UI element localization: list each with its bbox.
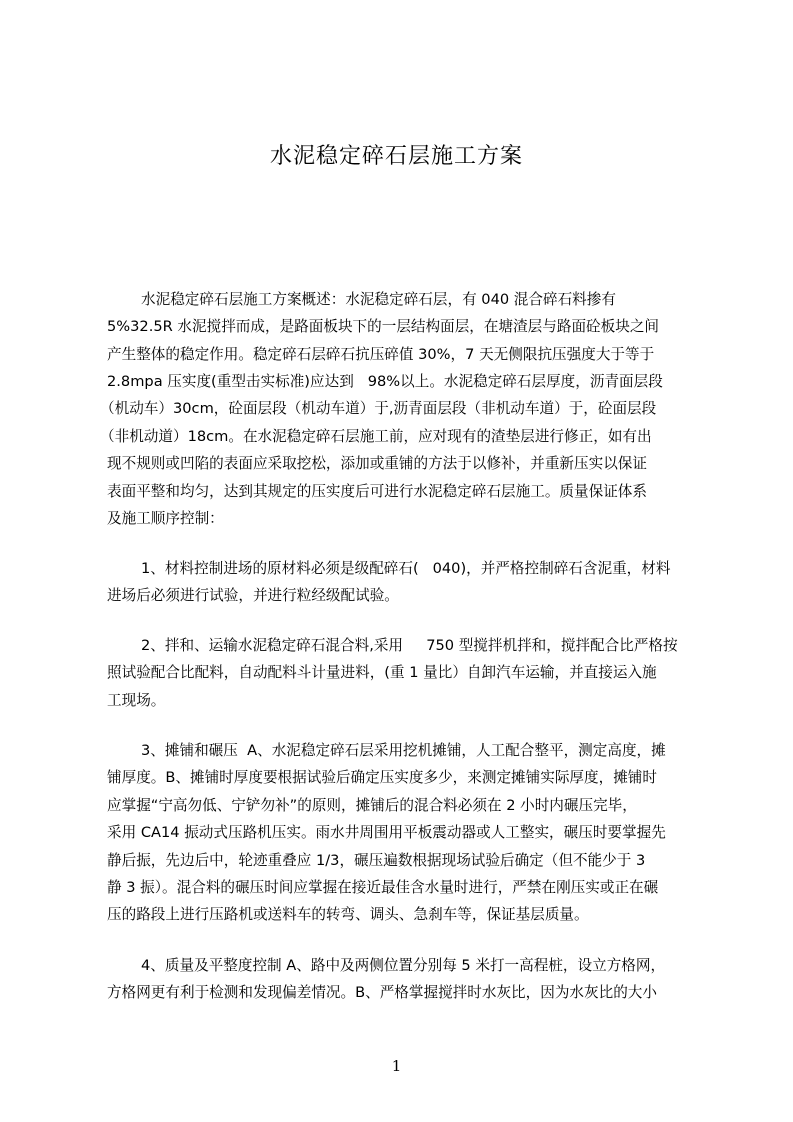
text-line: 4、质量及平整度控制 A、路中及两侧位置分别每 5 米打一高程桩，设立方格网， <box>141 957 666 974</box>
text-line: 进场后必须进行试验，并进行粒经级配试验。 <box>107 587 399 604</box>
text-line: 2.8mpa 压实度(重型击实标准)应达到 98%以上。水泥稳定碎石层厚度，沥青面层段 <box>107 373 663 390</box>
text-line: 2、拌和、运输水泥稳定碎石混合料,采用 750 型搅拌机拌和，搅拌配合比严格按 <box>141 637 678 654</box>
text-line: 照试验配合比配料，自动配料斗计量进料，(重 1 量比）自卸汽车运输，并直接运入施 <box>107 664 657 681</box>
text-line: 静 3 振）。混合料的碾压时间应掌握在接近最佳含水量时进行，严禁在刚压实或正在碾 <box>107 879 659 896</box>
text-line: 铺厚度。B、摊铺时厚度要根据试验后确定压实度多少，来测定摊铺实际厚度，摊铺时 <box>107 769 657 786</box>
text-line: 压的路段上进行压路机或送料车的转弯、调头、急刹车等，保证基层质量。 <box>107 906 589 923</box>
text-line: 5%32.5R 水泥搅拌而成，是路面板块下的一层结构面层，在塘渣层与路面砼板块之间 <box>107 318 660 335</box>
text-line: 3、摊铺和碾压 A、水泥稳定碎石层采用挖机摊铺，人工配合整平，测定高度，摊 <box>141 742 666 759</box>
text-line: 水泥稳定碎石层施工方案概述：水泥稳定碎石层，有 040 混合碎石料掺有 <box>141 291 616 308</box>
text-line: 静后振，先边后中，轮迹重叠应 1/3，碾压遍数根据现场试验后确定（但不能少于 3 <box>107 852 646 869</box>
text-line: 及施工顺序控制： <box>107 510 224 527</box>
text-line: （机动车）30cm，砼面层段（机动车道）于,沥青面层段（非机动车道）于，砼面层段 <box>100 400 657 417</box>
text-line: （非机动道）18cm。在水泥稳定碎石层施工前，应对现有的渣垫层进行修正，如有出 <box>100 428 652 445</box>
text-line: 采用 CA14 振动式压路机压实。雨水井周围用平板震动器或人工整实，碾压时要掌握先 <box>107 824 666 841</box>
text-line: 1、材料控制进场的原材料必须是级配碎石( 040)，并严格控制碎石含泥重，材料 <box>141 560 671 577</box>
page-title: 水泥稳定碎石层施工方案 <box>269 144 523 169</box>
text-line: 工现场。 <box>107 692 166 709</box>
text-line: 表面平整和均匀，达到其规定的压实度后可进行水泥稳定碎石层施工。质量保证体系 <box>107 483 647 500</box>
text-line: 应掌握“宁高勿低、宁铲勿补”的原则，摊铺后的混合料必须在 2 小时内碾压完毕， <box>107 797 637 814</box>
text-line: 方格网更有利于检测和发现偏差情况。B、严格掌握搅拌时水灰比，因为水灰比的大小 <box>107 984 657 1001</box>
text-line: 产生整体的稳定作用。稳定碎石层碎石抗压碎值 30%，7 天无侧限抗压强度大于等于 <box>107 346 655 363</box>
page-number: 1 <box>391 1057 402 1075</box>
text-line: 现不规则或凹陷的表面应采取挖松，添加或重铺的方法于以修补，并重新压实以保证 <box>107 455 647 472</box>
